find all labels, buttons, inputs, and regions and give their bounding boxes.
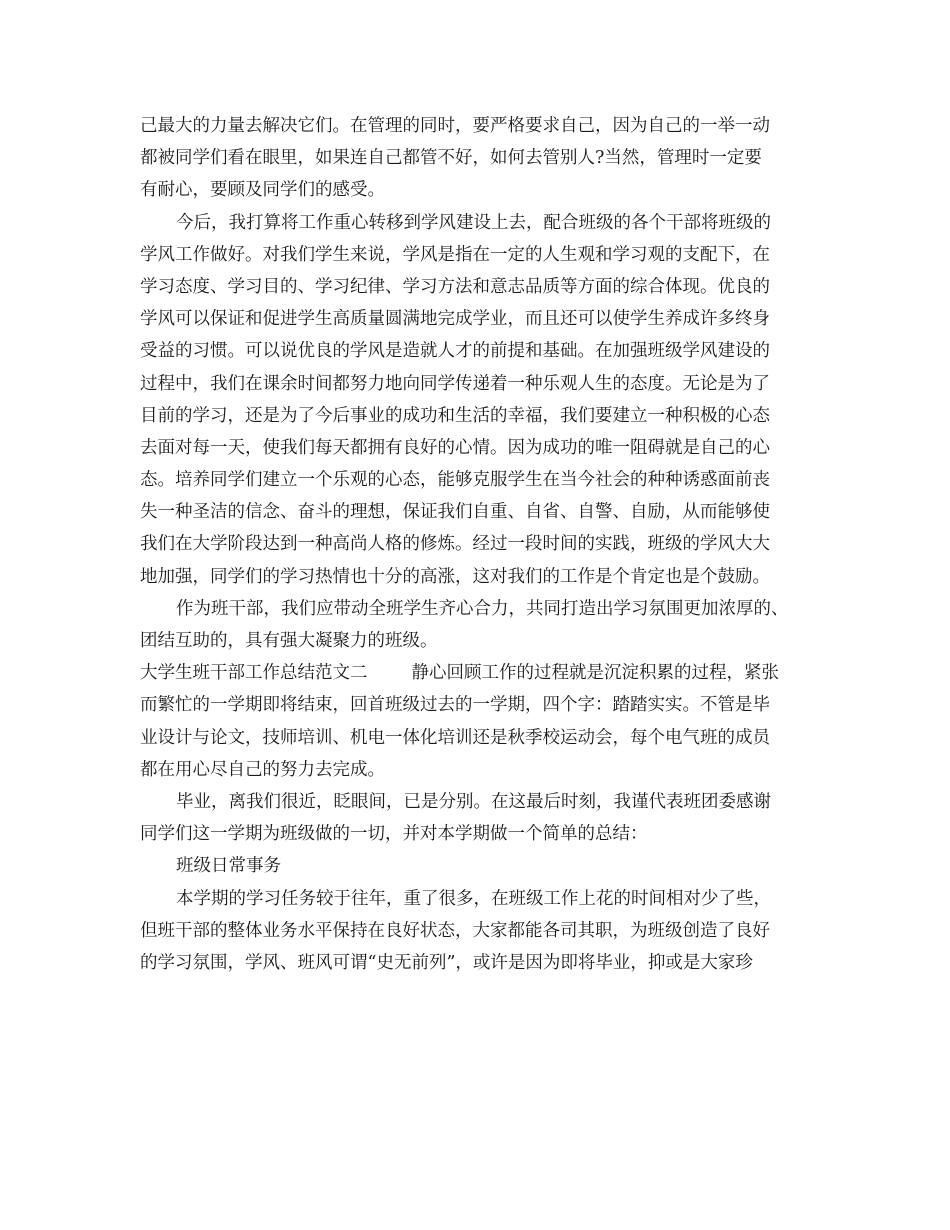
text-line: 学习态度、学习目的、学习纪律、学习方法和意志品质等方面的综合体现。优良的 [140,276,770,297]
text-line: 学风可以保证和促进学生高质量圆满地完成学业，而且还可以使学生养成许多终身 [140,309,770,330]
text-line: 目前的学习，还是为了今后事业的成功和生活的幸福，我们要建立一种积极的心态 [140,405,770,426]
text-line: 本学期的学习任务较于往年，重了很多，在班级工作上花的时间相对少了些， [176,888,771,909]
text-line: 学风工作做好。对我们学生来说，学风是指在一定的人生观和学习观的支配下，在 [140,244,770,265]
text-line: 今后，我打算将工作重心转移到学风建设上去，配合班级的各个干部将班级的 [176,212,771,233]
text-line: 而繁忙的一学期即将结束，回首班级过去的一学期，四个字：踏踏实实。不管是毕 [140,695,770,716]
text-line: 我们在大学阶段达到一种高尚人格的修炼。经过一段时间的实践，班级的学风大大 [140,534,770,555]
text-line: 地加强，同学们的学习热情也十分的高涨，这对我们的工作是个肯定也是个鼓励。 [140,566,770,587]
text-line: 有耐心，要顾及同学们的感受。 [140,180,385,201]
text-line: 都在用心尽自己的努力去完成。 [140,759,385,780]
heading-line [140,657,824,689]
text-line: 同学们这一学期为班级做的一切，并对本学期做一个简单的总结： [140,824,648,845]
text-line: 失一种圣洁的信念、奋斗的理想，保证我们自重、自省、自警、自励，从而能够使 [140,502,770,523]
section-heading: 大学生班干部工作总结范文二 [140,663,368,684]
text-line: 受益的习惯。可以说优良的学风是造就人才的前提和基础。在加强班级学风建设的 [140,341,770,362]
subheading: 班级日常事务 [176,856,281,877]
text-line: 毕业，离我们很近，眨眼间，已是分别。在这最后时刻，我谨代表班团委感谢 [176,791,771,812]
text-line: 作为班干部，我们应带动全班学生齐心合力，共同打造出学习氛围更加浓厚的、 [176,598,789,619]
text-line: 团结互助的，具有强大凝聚力的班级。 [140,631,438,651]
text-line: 的学习氛围，学风、班风可谓“史无前列”，或许是因为即将毕业，抑或是大家珍 [140,952,753,973]
document-body [140,110,824,979]
text-line: 静心回顾工作的过程就是沉淀积累的过程，紧张 [411,663,779,684]
text-line: 去面对每一天，使我们每天都拥有良好的心情。因为成功的唯一阻碍就是自己的心 [140,437,770,458]
text-line: 都被同学们看在眼里，如果连自己都管不好，如何去管别人?当然，管理时一定要 [140,148,762,169]
text-line: 业设计与论文，技师培训、机电一体化培训还是秋季校运动会，每个电气班的成员 [140,727,770,748]
text-line: 但班干部的整体业务水平保持在良好状态，大家都能各司其职，为班级创造了良好 [140,920,770,941]
text-line: 过程中，我们在课余时间都努力地向同学传递着一种乐观人生的态度。无论是为了 [140,373,770,394]
text-line: 己最大的力量去解决它们。在管理的同时，要严格要求自己，因为自己的一举一动 [140,116,770,136]
text-line: 态。培养同学们建立一个乐观的心态，能够克服学生在当今社会的种种诱惑面前丧 [140,470,770,491]
